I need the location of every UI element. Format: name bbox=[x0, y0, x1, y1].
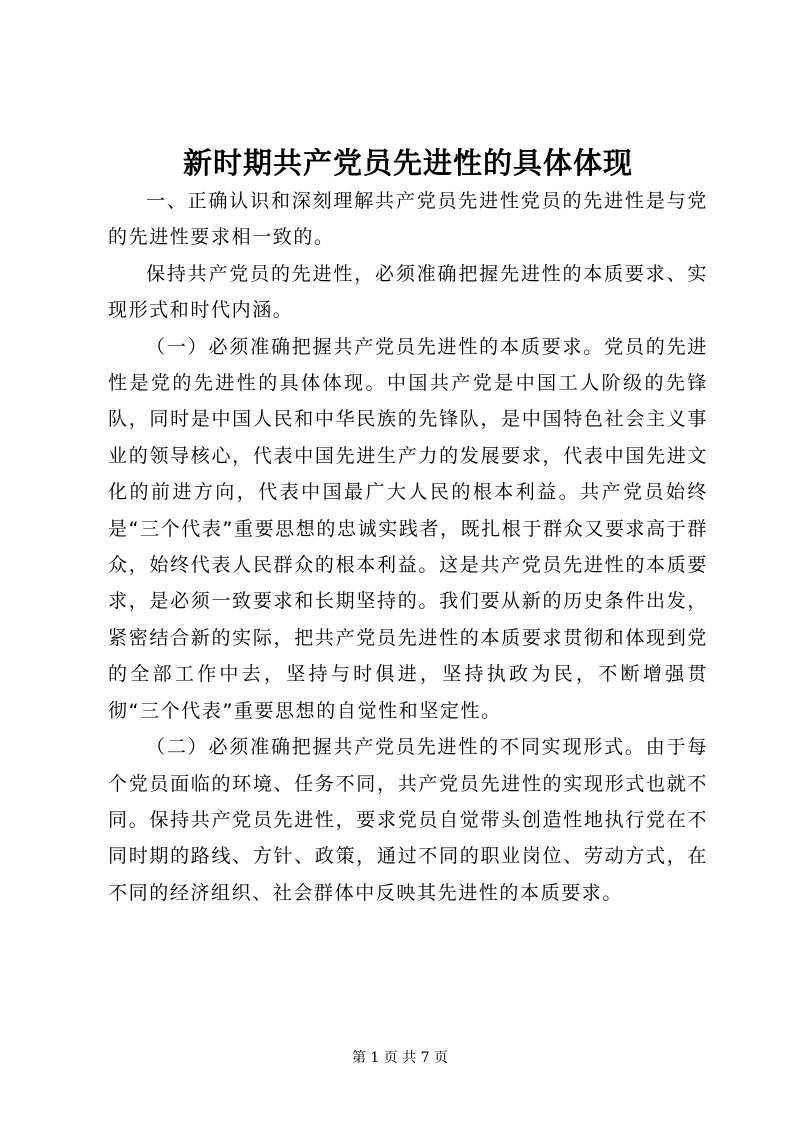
document-body bbox=[108, 143, 708, 911]
document-title: 新时期共产党员先进性的具体体现 bbox=[182, 146, 633, 180]
page-footer: 第 1 页 共 7 页 bbox=[351, 1050, 449, 1066]
paragraph-forms: （二）必须准确把握共产党员先进性的不同实现形式。由于每个党员面临的环境、任务不同，共产党员先进性的实现形式也就不同。保持共产党员先进性，要求党员自觉带头创造性地执行党在不同时期的路线、方针、政策，通过不同的职业岗位、劳动方式，在不同的经济组织、社会群体中反映其先进性的本质要求。 bbox=[108, 736, 708, 904]
paragraph-overview: 保持共产党员的先进性，必须准确把握先进性的本质要求、实现形式和时代内涵。 bbox=[108, 262, 708, 322]
paragraph-essence: （一）必须准确把握共产党员先进性的本质要求。党员的先进性是党的先进性的具体体现。中国共产党是中国工人阶级的先锋队，同时是中国人民和中华民族的先锋队，是中国特色社会主义事业的领导核心，代表中国先进生产力的发展要求，代表中国先进文化的前进方向，代表中国最广大人民的根本利益。共产党员始终是“三个代表”重要思想的忠诚实践者，既扎根于群众又要求高于群众，始终代表人民群众的根本利益。这是共产党员先进性的本质要求，是必须一致要求和长期坚持的。我们要从新的历史条件出发，紧密结合新的实际，把共产党员先进性的本质要求贯彻和体现到党的全部工作中去，坚持与时俱进，坚持执政为民，不断增强贯彻“三个代表”重要思想的自觉性和坚定性。 bbox=[108, 335, 708, 722]
paragraph-intro: 一、正确认识和深刻理解共产党员先进性党员的先进性是与党的先进性要求相一致的。 bbox=[108, 190, 708, 249]
